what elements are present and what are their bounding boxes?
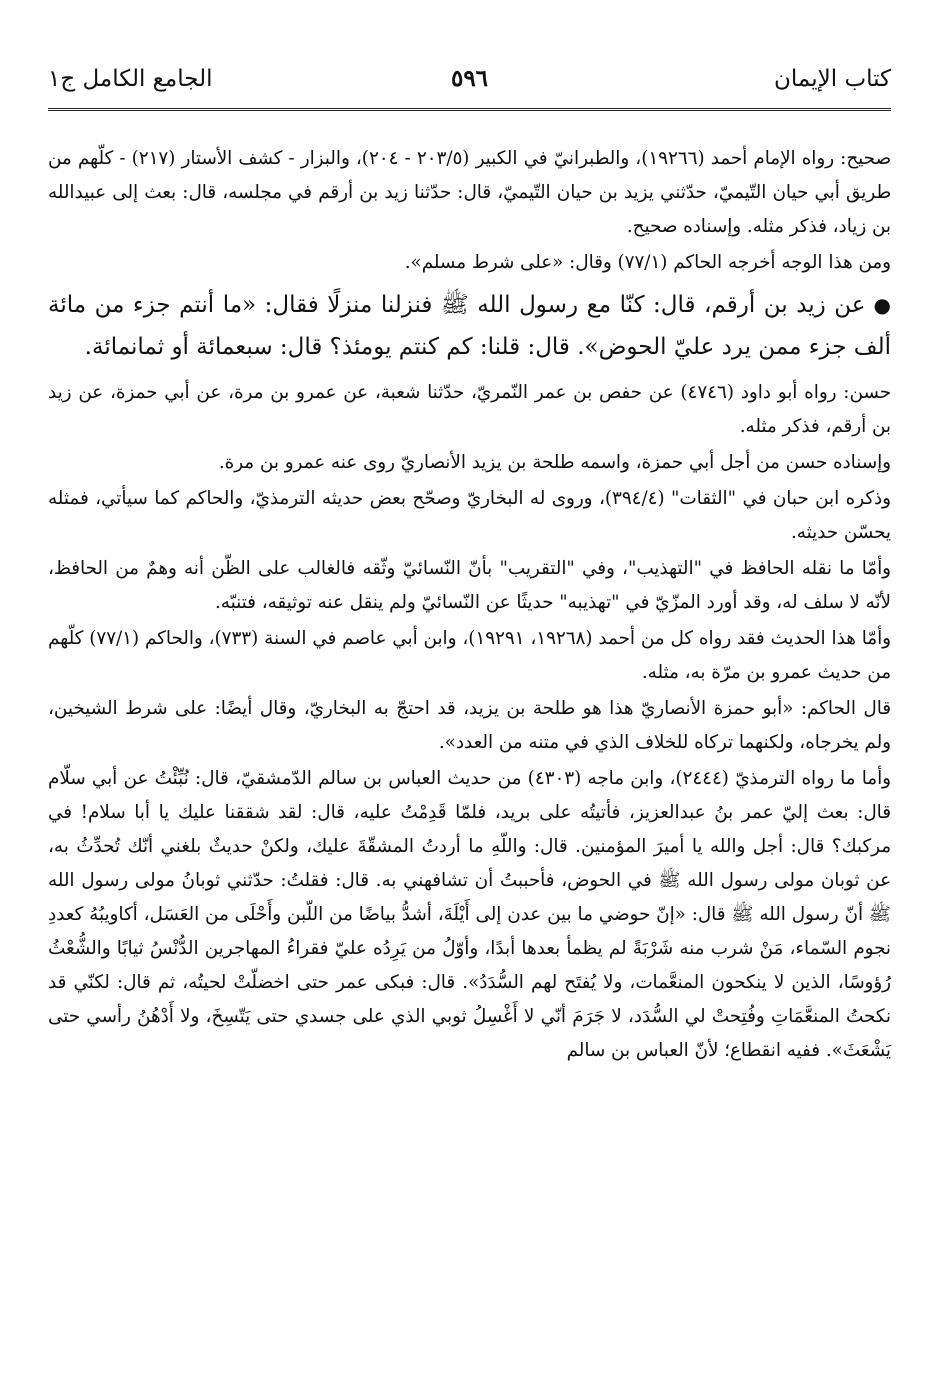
- page-body: [48, 142, 891, 1068]
- takhrij-paragraph-4: وإسناده حسن من أجل أبي حمزة، واسمه طلحة بن يزيد الأنصاريّ روى عنه عمرو بن مرة.: [218, 452, 891, 473]
- bullet-icon: ●: [873, 293, 891, 317]
- book-title: كتاب الإيمان: [774, 66, 891, 92]
- takhrij-paragraph-1: صحيح: رواه الإمام أحمد (١٩٢٦٦)، والطبرانيّ في الكبير (٢٠٣/٥ - ٢٠٤)، والبزار - كشف الأستار (٢١٧) - كلّهم من طريق أبي حيان التّيميّ، حدّثني يزيد بن حيان التّيميّ، قال: حدّثنا زيد بن أرقم في مجلسه، قال: بعث إلى عبيدالله بن زياد، فذكر مثله. وإسناده صحيح.: [48, 148, 891, 237]
- takhrij-paragraph-9: وأما ما رواه الترمذيّ (٢٤٤٤)، وابن ماجه (٤٣٠٣) من حديث العباس بن سالم الدّمشقيّ، قال: نُبِّئْتُ عن أبي سلّام قال: بعث إليّ عمر بنُ عبدالعزيز، فأتيتُه على بريد، فلمّا قَدِمْتُ عليه، قال: لقد شققنا عليك يا أبا سلام! في مركبك؟ قال: أجل والله يا أميرَ المؤمنين. قال: واللّهِ ما أردتُ المشقّةَ عليك، ولكنْ حديثٌ بلغني أنّك تُحدِّثُ به، عن ثوبان مولى رسول الله ﷺ في الحوض، فأحببتُ أن تشافهني به. قال: فقلتُ: حدّثني ثوبانُ مولى رسول الله ﷺ أنّ رسول الله ﷺ قال: «إنّ حوضي ما بين عدن إلى أَيْلَةَ، أشدُّ بياضًا من اللّبن وأَحْلَى من العَسَل، أكاويبُهُ كعددِ نجوم السّماء، مَنْ شرب منه شَرْبَةً لم يظمأ بعدها أبدًا، وأوّلُ من يَرِدُه عليّ فقراءُ المهاجرين الدُّنْسُ ثيابًا والشُّعْثُ رُؤوسًا، الذين لا ينكحون المنعَّمات، ولا يُفتَح لهم السُّدَدُ». قال: فبكى عمر حتى اخضلّتْ لحيتُه، ثم قال: لكنّي قد نكحتُ المنعَّمَاتِ وفُتِحتْ لي السُّدَد، لا جَرَمَ أنّي لا أَغْسِلُ ثوبي الذي على جسدي حتى يَتّسِخَ، ولا أَدْهُنُ رأسي حتى يَشْعَثَ». ففيه انقطاع؛ لأنّ العباس بن سالم: [48, 768, 891, 1061]
- takhrij-paragraph-8: قال الحاكم: «أبو حمزة الأنصاريّ هذا هو طلحة بن يزيد، قد احتجّ به البخاريّ، وقال أيضًا: على شرط الشيخين، ولم يخرجاه، ولكنهما تركاه للخلاف الذي في متنه من العدد».: [48, 698, 891, 753]
- hadith-body: عن زيد بن أرقم، قال: كنّا مع رسول الله ﷺ فنزلنا منزلًا فقال: «ما أنتم جزء من مائة ألف جزء ممن يرد عليّ الحوض». قال: قلنا: كم كنتم يومئذ؟ قال: سبعمائة أو ثمانمائة.: [48, 292, 891, 360]
- hadith-text: [48, 284, 891, 368]
- takhrij-paragraph-3: حسن: رواه أبو داود (٤٧٤٦) عن حفص بن عمر النّمريّ، حدّثنا شعبة، عن عمرو بن مرة، عن أبي حمزة، عن زيد بن أرقم، فذكر مثله.: [48, 382, 891, 437]
- page-number: ٥٩٦: [450, 65, 489, 92]
- page-header: [48, 0, 891, 112]
- takhrij-paragraph-6: وأمّا ما نقله الحافظ في "التهذيب"، وفي "التقريب" بأنّ النّسائيّ وثّقه فالغالب على الظّن أنه وهمٌ من الحافظ، لأنّه لا سلف له، وقد أورد المزّيّ في "تهذيبه" حديثًا عن النّسائيّ ولم ينقل عنه توثيقه، فتنبّه.: [48, 558, 891, 613]
- takhrij-paragraph-7: وأمّا هذا الحديث فقد رواه كل من أحمد (١٩٢٦٨، ١٩٢٩١)، وابن أبي عاصم في السنة (٧٣٣)، والحاكم (٧٧/١) كلّهم من حديث عمرو بن مرّة به، مثله.: [48, 628, 891, 683]
- takhrij-paragraph-5: وذكره ابن حبان في "الثقات" (٣٩٤/٤)، وروى له البخاريّ وصحّح بعض حديثه الترمذيّ، والحاكم كما سيأتي، فمثله يحسّن حديثه.: [48, 488, 891, 543]
- volume-title: الجامع الكامل ج١: [48, 66, 213, 92]
- header-divider: [48, 108, 891, 111]
- takhrij-paragraph-2: ومن هذا الوجه أخرجه الحاكم (٧٧/١) وقال: «على شرط مسلم».: [404, 252, 891, 273]
